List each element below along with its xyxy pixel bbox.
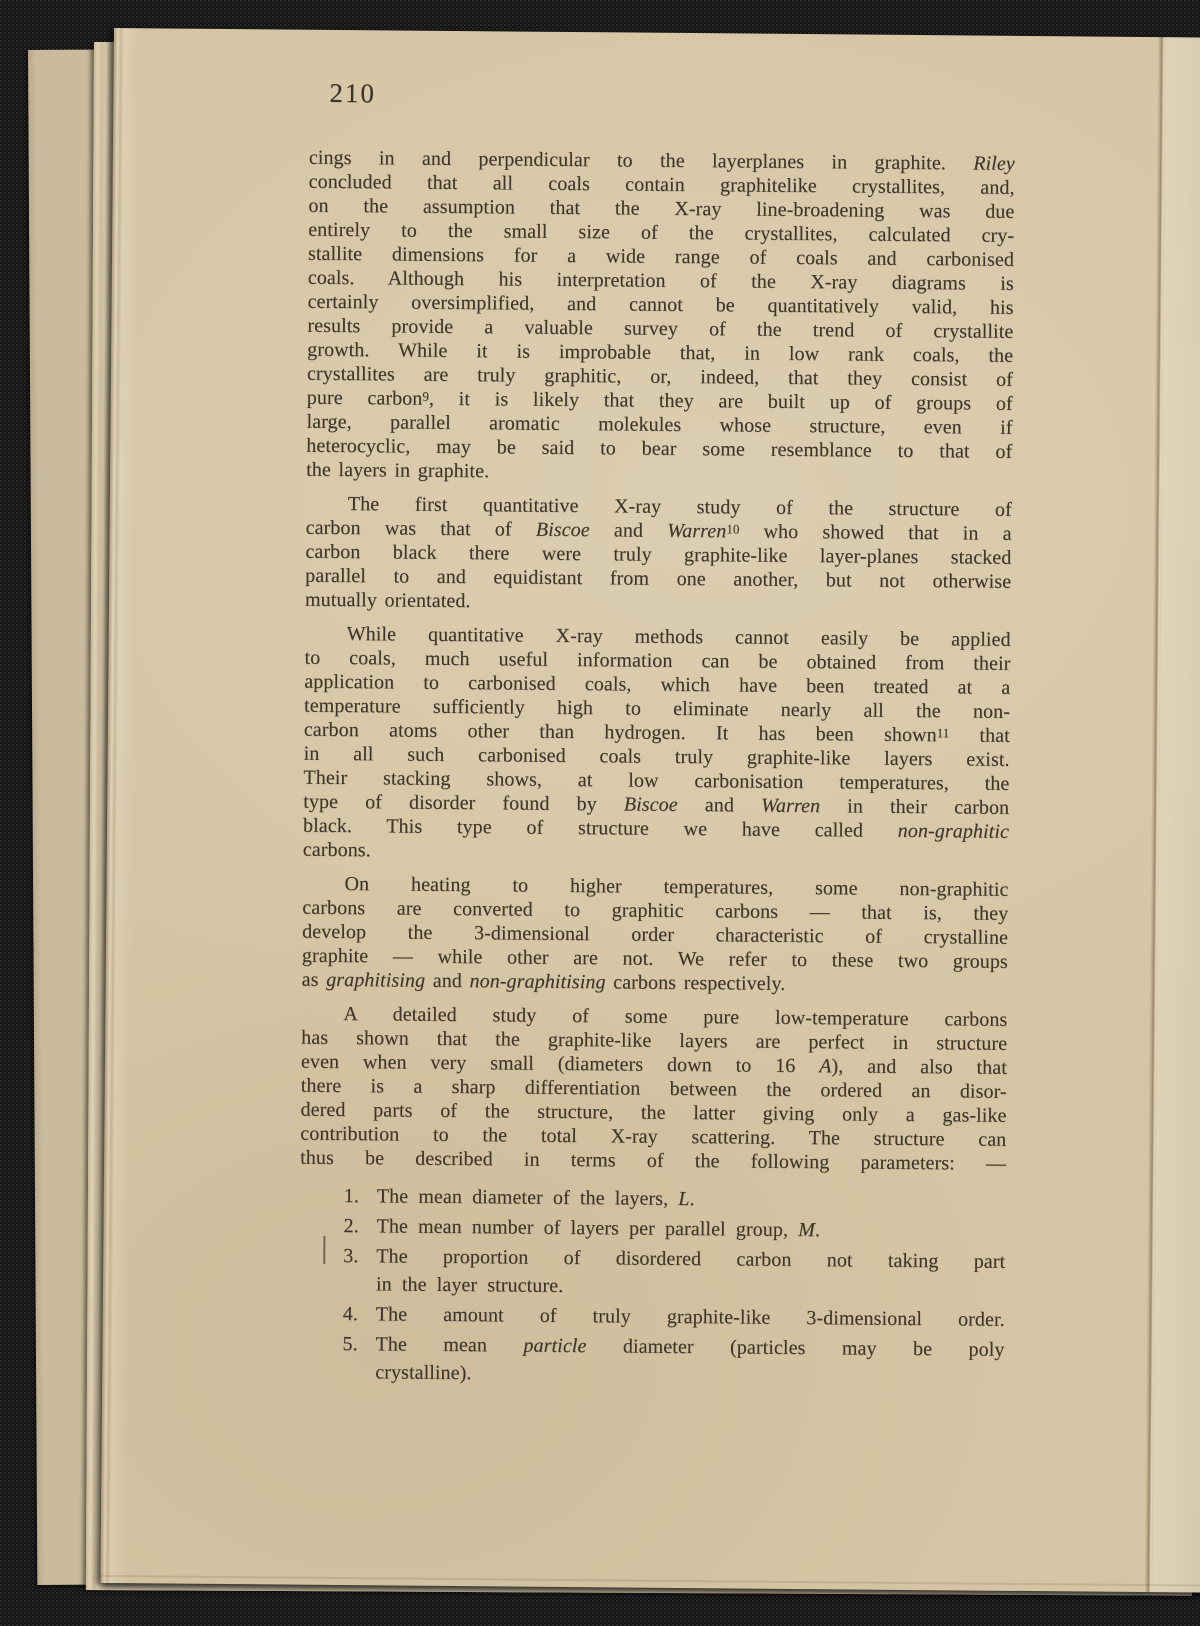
list-item-number: 4. — [342, 1303, 359, 1326]
text-line: The proportion of disordered carbon not taking part — [376, 1245, 1006, 1273]
text-line: results provide a valuable survey of the trend of crystallite — [307, 314, 1014, 343]
text-line: concluded that all coals contain graphitelike crystallites, and, — [308, 170, 1015, 199]
book-page — [100, 28, 1200, 1593]
list-item-number: 5. — [342, 1333, 358, 1356]
text-line: carbons. — [302, 838, 371, 862]
text-line: stallite dimensions for a wide range of coals and carbonised — [307, 242, 1015, 271]
list-item — [299, 1300, 1005, 1334]
text-line: While quantitative X-ray methods cannot easily be applied — [346, 623, 1011, 651]
text-line: Their stacking shows, at low carbonisation temperatures, the — [303, 766, 1010, 795]
text-line: pure carbon$^9$, it is likely that they are built up of groups of — [306, 386, 1013, 415]
text-line: A detailed study of some pure low-temperature carbons — [343, 1003, 1008, 1031]
list-item-number: 3. — [343, 1245, 359, 1268]
text-line: large, parallel aromatic molekules whose structure, even if — [306, 410, 1013, 439]
paragraph-2 — [305, 492, 1012, 618]
text-line: mutually orientated. — [304, 588, 471, 613]
text-line: The amount of truly graphite-like 3-dimensional order. — [375, 1303, 1005, 1331]
text-line: On heating to higher temperatures, some non-graphitic — [344, 873, 1009, 901]
text-line: carbon black there were truly graphite-like layer-planes stacked — [305, 540, 1012, 569]
text-line: entirely to the small size of the crystallites, calculated cry- — [308, 218, 1015, 247]
list-item — [298, 1330, 1004, 1392]
text-line: the layers in graphite. — [306, 458, 490, 483]
list-item-number: 1. — [343, 1185, 360, 1208]
list-item — [299, 1212, 1005, 1246]
text-line: has shown that the graphite-like layers are perfect in structure — [301, 1026, 1008, 1055]
text-line: cings in and perpendicular to the layerplanes in graphite. Riley — [308, 146, 1015, 175]
text-line: on the assumption that the X-ray line-broadening was due — [308, 194, 1015, 223]
text-line: there is a sharp differentiation between the ordered an disor- — [300, 1074, 1007, 1103]
text-line: parallel to and equidistant from one another, but not otherwise — [305, 564, 1012, 593]
text-block — [298, 146, 1015, 1392]
text-line: in the layer structure. — [375, 1273, 564, 1297]
text-line: The first quantitative X-ray study of the structure of — [347, 493, 1012, 521]
text-line: in all such carbonised coals truly graphite-like layers exist. — [303, 742, 1010, 771]
text-line: dered parts of the structure, the latter giving only a gas-like — [300, 1098, 1007, 1127]
paragraph-3 — [303, 622, 1011, 868]
scan-artifact-mark — [323, 1236, 325, 1264]
parameter-list — [298, 1182, 1006, 1392]
text-line: The mean particle diameter (particles may be poly — [375, 1333, 1005, 1361]
text-line: The mean number of layers per parallel group, M. — [376, 1215, 821, 1242]
text-line: contribution to the total X-ray scattering. The structure can — [300, 1122, 1007, 1151]
text-line: heterocyclic, may be said to bear some resemblance to that of — [306, 434, 1013, 463]
paragraph-1 — [306, 146, 1015, 488]
page-number: 210 — [329, 77, 377, 109]
text-line: develop the 3-dimensional order characteristic of crystalline — [302, 920, 1009, 949]
text-line: crystallites are truly graphitic, or, indeed, that they consist of — [306, 362, 1014, 391]
text-line: carbons are converted to graphitic carbons — that is, they — [302, 896, 1009, 925]
text-line: even when very small (diameters down to 16 A), and also that — [300, 1050, 1008, 1079]
text-line: to coals, much useful information can be obtained from their — [304, 646, 1011, 675]
paragraph-4 — [302, 872, 1009, 998]
text-line: black. This type of structure we have called non-graphitic — [302, 814, 1010, 843]
text-line: thus be described in terms of the following parameters: — — [300, 1146, 1007, 1175]
text-line: carbon atoms other than hydrogen. It has been shown$^{11}$ that — [303, 718, 1010, 747]
text-line: growth. While it is improbable that, in low rank coals, the — [307, 338, 1014, 367]
text-line: as graphitising and non-graphitising carbons respectively. — [301, 968, 786, 995]
list-item — [299, 1242, 1005, 1304]
text-line: temperature sufficiently high to eliminate nearly all the non- — [303, 694, 1011, 723]
text-line: type of disorder found by Biscoe and Warren in their carbon — [303, 790, 1010, 819]
text-line: carbon was that of Biscoe and Warren$^{10}$ who showed that in a — [305, 516, 1012, 545]
text-line: crystalline). — [375, 1361, 472, 1385]
text-line: graphite — while other are not. We refer to these two groups — [301, 944, 1008, 973]
paragraph-5 — [300, 1002, 1007, 1176]
text-line: The mean diameter of the layers, L. — [376, 1185, 695, 1211]
list-item — [300, 1182, 1006, 1216]
text-line: application to carbonised coals, which have been treated at a — [304, 670, 1011, 699]
text-line: certainly oversimplified, and cannot be quantitatively valid, his — [307, 290, 1014, 319]
text-line: coals. Although his interpretation of the X-ray diagrams is — [307, 266, 1014, 295]
list-item-number: 2. — [343, 1215, 359, 1238]
